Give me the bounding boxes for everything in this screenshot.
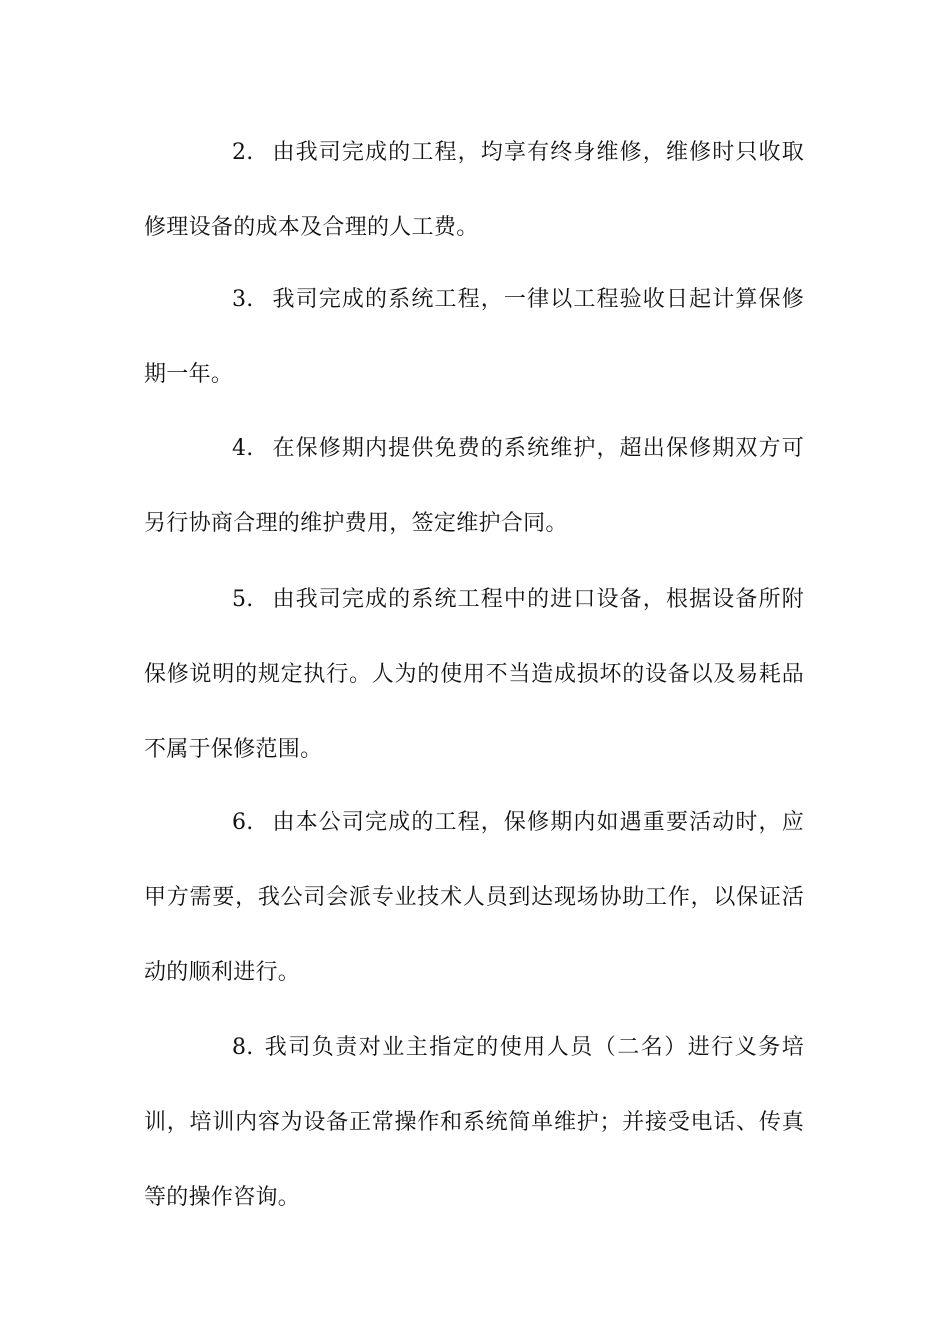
item-number: 8. [232, 1035, 254, 1060]
item-number: 3. [232, 287, 254, 312]
item-text: 我司负责对业主指定的使用人员（二名）进行义务培训，培训内容为设备正常操作和系统简单维护；并接受电话、传真等的操作咨询。 [144, 1035, 804, 1210]
list-item [144, 1010, 804, 1235]
item-number: 5. [232, 587, 254, 612]
item-text: 由本公司完成的工程，保修期内如遇重要活动时，应甲方需要，我公司会派专业技术人员到达现场协助工作，以保证活动的顺利进行。 [144, 810, 804, 985]
item-text: 在保修期内提供免费的系统维护，超出保修期双方可另行协商合理的维护费用，签定维护合同。 [144, 436, 804, 536]
list-item [144, 411, 804, 561]
list-item [144, 562, 804, 787]
item-number: 2. [232, 140, 254, 165]
item-text: 由我司完成的系统工程中的进口设备，根据设备所附保修说明的规定执行。人为的使用不当造成损坏的设备以及易耗品不属于保修范围。 [144, 587, 804, 762]
item-text: 由我司完成的工程，均享有终身维修，维修时只收取修理设备的成本及合理的人工费。 [144, 140, 804, 240]
list-item [144, 115, 804, 265]
item-number: 4. [232, 436, 254, 461]
list-item [144, 262, 804, 412]
list-item [144, 785, 804, 1010]
item-number: 6. [232, 810, 254, 835]
item-text: 我司完成的系统工程，一律以工程验收日起计算保修期一年。 [144, 287, 804, 387]
